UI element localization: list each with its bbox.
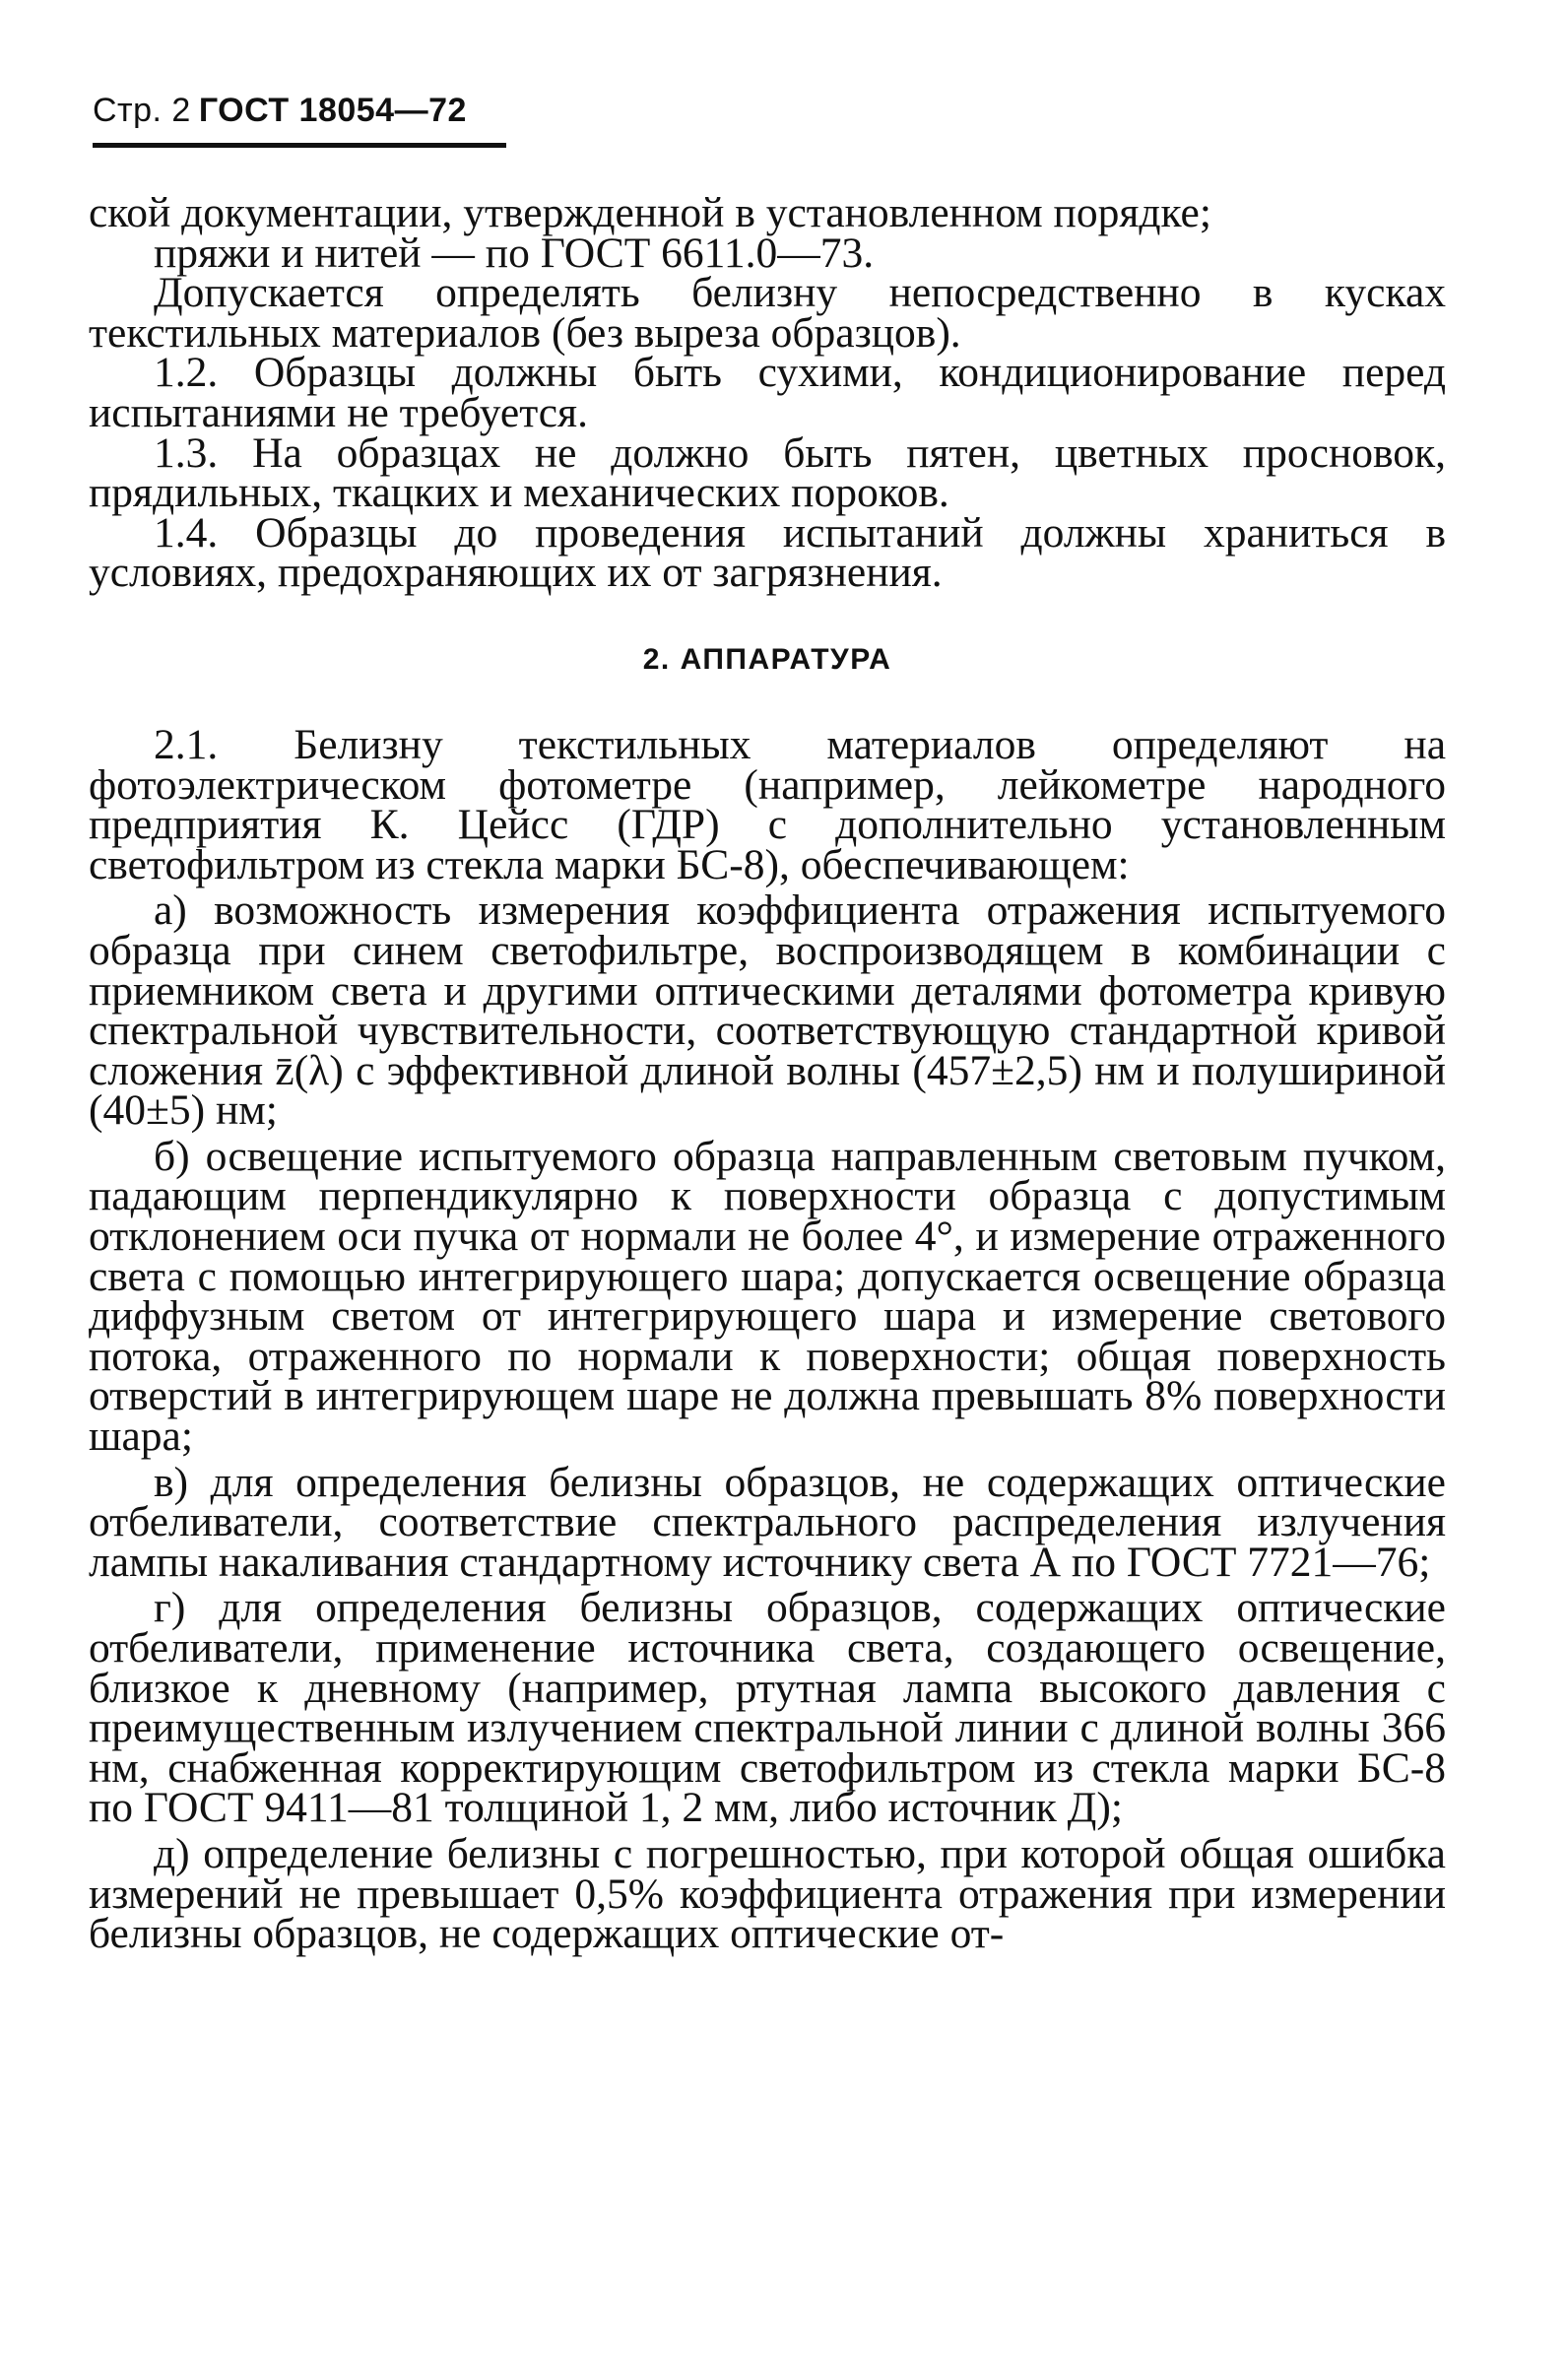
paragraph-yarn-threads: пряжи и нитей — по ГОСТ 6611.0—73. <box>154 229 875 277</box>
body-text <box>89 189 1446 1958</box>
running-header <box>93 91 467 130</box>
paragraph-1-4: 1.4. Образцы до проведения испытаний должны храниться в условиях, предохраняющих их от загрязнения. <box>89 508 1446 597</box>
paragraph-item-v: в) для определения белизны образцов, не содержащих оптические отбеливатели, соответствие спектрального распределения излучения лампы накаливания стандартному источнику света А по ГОСТ 7721—76; <box>89 1458 1446 1586</box>
header-rule <box>93 143 506 148</box>
paragraph-item-d: д) определение белизны с погрешностью, при которой общая ошибка измерений не превышает 0,5% коэффициента отражения при измерении белизны образцов, не содержащих оптические от- <box>89 1829 1446 1958</box>
paragraph-2-1: 2.1. Белизну текстильных материалов определяют на фотоэлектрическом фотометре (например, лейкометре народного предприятия К. Цейсс (ГДР) с дополнительно установленным светофильтром из стекла марки БС-8), обеспечивающем: <box>89 720 1446 888</box>
paragraph-1-3: 1.3. На образцах не должно быть пятен, цветных просновок, прядильных, ткацких и механических пороков. <box>89 428 1446 517</box>
section-heading: 2. АППАРАТУРА <box>642 642 892 676</box>
paragraph-continuation: ской документации, утвержденной в установленном порядке; <box>89 189 1211 236</box>
paragraph-1-2: 1.2. Образцы должны быть сухими, кондиционирование перед испытаниями не требуется. <box>89 349 1446 436</box>
paragraph-item-a: а) возможность измерения коэффициента отражения испытуемого образца при синем светофильтре, воспроизводящем в комбинации с приемником света и другими оптическими деталями фотометра кривую спектральной чувствительности, соответствующую стандартной кривой сложения z̄(λ) с эффективной длиной волны (457±2,5) нм и полушириной (40±5) нм; <box>89 886 1446 1135</box>
paragraph-item-g: г) для определения белизны образцов, содержащих оптические отбеливатели, применение источника света, создающего освещение, близкое к дневному (например, ртутная лампа высокого давления с преимущественным излучением спектральной линии с длиной волны 366 нм, снабженная корректирующим светофильтром из стекла марки БС-8 по ГОСТ 9411—81 толщиной 1, 2 мм, либо источник Д); <box>89 1584 1446 1832</box>
standard-code: ГОСТ 18054—72 <box>198 92 467 129</box>
paragraph-item-b: б) освещение испытуемого образца направленным световым пучком, падающим перпендикулярно к поверхности образца с допустимым отклонением оси пучка от нормали не более 4°, и измерение отраженного света с помощью интегрирующего шара; допускается освещение образца диффузным светом от интегрирующего шара и измерение светового потока, отраженного по нормали к поверхности; общая поверхность отверстий в интегрирующем шаре не должна превышать 8% поверхности шара; <box>89 1132 1446 1461</box>
paragraph-whiteness-in-pieces: Допускается определять белизну непосредственно в кусках текстильных материалов (без выреза образцов). <box>89 269 1446 357</box>
page-number-label: Стр. 2 <box>93 92 191 129</box>
